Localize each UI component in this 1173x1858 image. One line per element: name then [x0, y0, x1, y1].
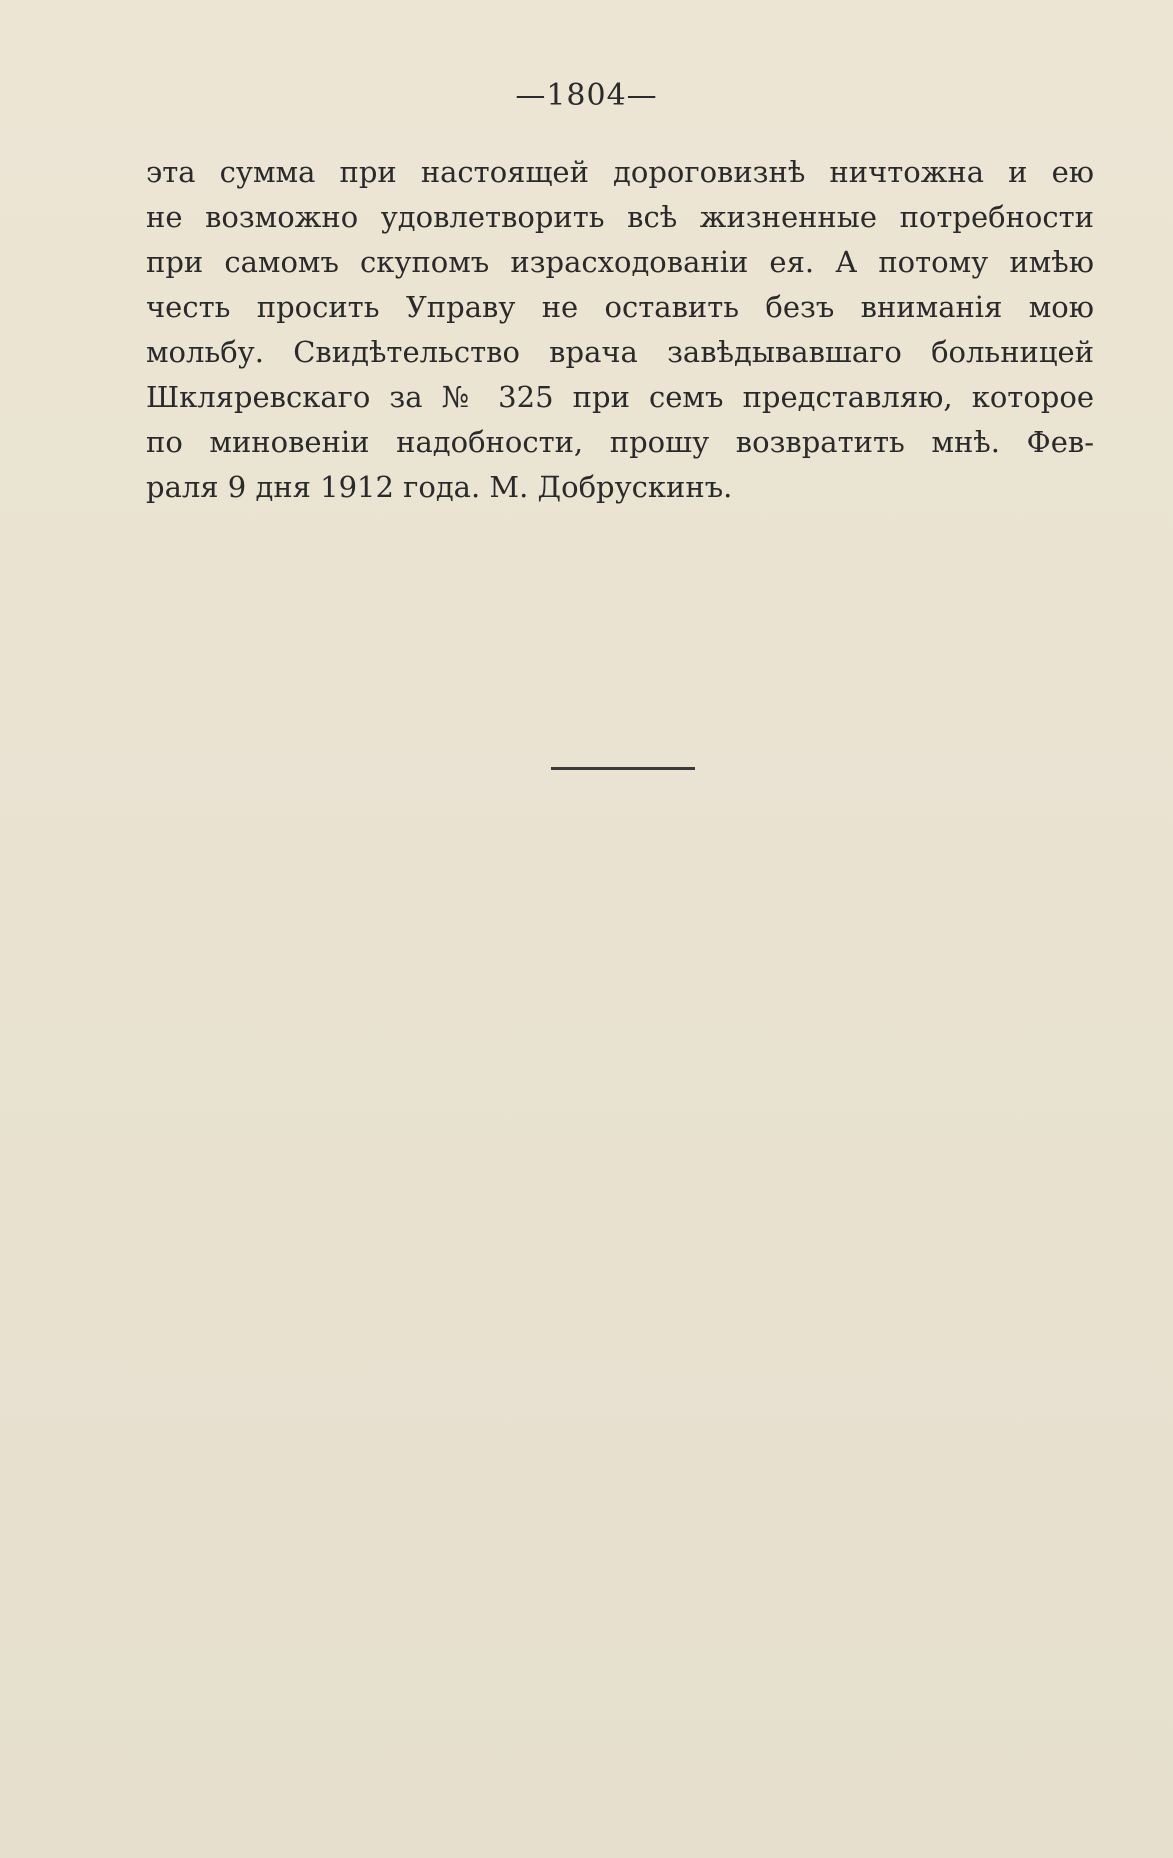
- page-number-header: —1804—: [515, 78, 658, 113]
- text-line-6: Шкляревскаго за № 325 при семъ представляю, которое: [146, 380, 1094, 414]
- text-line-1: эта сумма при настоящей дороговизнѣ ничтожна и ею: [146, 155, 1094, 189]
- text-line-4: честь просить Управу не оставить безъ вниманія мою: [146, 290, 1094, 324]
- main-text: [146, 150, 1094, 510]
- text-line-8: раля 9 дня 1912 года. М. Добрускинъ.: [146, 470, 733, 504]
- text-line-2: не возможно удовлетворить всѣ жизненные потребности: [146, 200, 1094, 234]
- text-line-5: мольбу. Свидѣтельство врача завѣдывавшаго больницей: [146, 335, 1094, 369]
- text-line-3: при самомъ скупомъ израсходованіи ея. А потому имѣю: [146, 245, 1094, 279]
- text-line-7: по миновеніи надобности, прошу возвратить мнѣ. Фев-: [146, 425, 1094, 459]
- section-separator: [551, 767, 695, 770]
